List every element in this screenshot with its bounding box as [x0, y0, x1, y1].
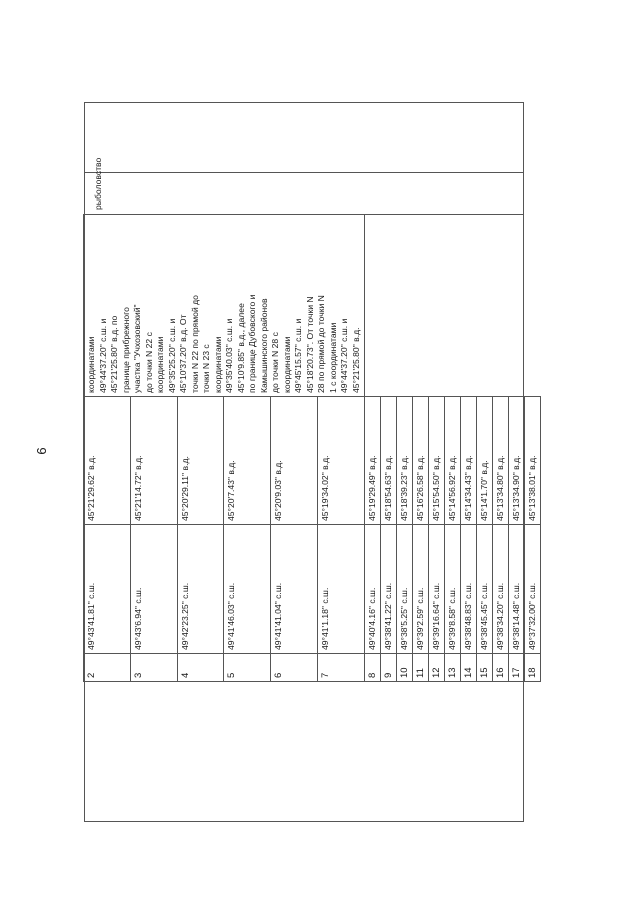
point-number: 18	[525, 654, 541, 682]
boundary-description-line: 49°35'40.03" с.ш. и	[224, 318, 234, 393]
latitude-cell: 49°43'6.94" с.ш.	[130, 525, 177, 654]
boundary-description-line: 28 по прямой до точки N	[316, 295, 326, 393]
longitude-cell: 45°14'34.43" в.д.	[461, 397, 477, 525]
boundary-description-line: 49°44'37.20" с.ш. и	[97, 318, 108, 393]
point-number: 2	[84, 654, 131, 682]
longitude-cell: 45°15'54.50" в.д.	[429, 397, 445, 525]
coordinates-table	[83, 214, 541, 682]
longitude-cell: 45°19'34.02" в.д.	[318, 397, 365, 525]
column-divider	[84, 172, 524, 173]
empty-description-cell	[365, 215, 541, 397]
activity-type: рыболовство	[93, 157, 103, 210]
latitude-cell: 49°38'5.25" с.ш.	[397, 525, 413, 654]
point-number: 15	[477, 654, 493, 682]
latitude-cell: 49°38'48.83" с.ш.	[461, 525, 477, 654]
latitude-cell: 49°42'23.25" с.ш.	[177, 525, 224, 654]
longitude-cell: 45°20'29.11" в.д.	[177, 397, 224, 525]
boundary-description-line: 49°44'37.20" с.ш. и	[339, 318, 349, 393]
table-row	[365, 215, 381, 682]
longitude-cell: 45°18'39.23" в.д.	[397, 397, 413, 525]
boundary-description-line: 45°21'25.80" в.д.	[350, 327, 361, 393]
boundary-description-line: Камышинского районов	[258, 298, 269, 393]
boundary-description-line: точки N 23 с	[201, 344, 211, 393]
boundary-description-line: до точки N 22 с	[143, 332, 154, 393]
boundary-description-line: 45°10'37.20" в.д. От	[178, 314, 188, 393]
longitude-cell: 45°13'34.90" в.д.	[509, 397, 525, 525]
latitude-cell: 49°41'1.18" с.ш.	[318, 525, 365, 654]
longitude-cell: 45°14'1.70" в.д.	[477, 397, 493, 525]
boundary-description-line: координатами	[155, 336, 165, 393]
point-number: 11	[413, 654, 429, 682]
point-number: 16	[493, 654, 509, 682]
latitude-cell: 49°39'2.59" с.ш.	[413, 525, 429, 654]
point-number: 12	[429, 654, 445, 682]
longitude-cell: 45°20'9.03" в.д.	[271, 397, 318, 525]
table-row	[84, 215, 131, 682]
latitude-cell: 49°43'41.81" с.ш.	[84, 525, 131, 654]
latitude-cell: 49°39'8.58" с.ш.	[445, 525, 461, 654]
longitude-cell: 45°14'56.92" в.д.	[445, 397, 461, 525]
longitude-cell: 45°13'34.80" в.д.	[493, 397, 509, 525]
boundary-description-line: 1 с координатами	[327, 322, 338, 393]
rotated-page-content	[84, 102, 538, 822]
point-number: 3	[130, 654, 177, 682]
point-number: 13	[445, 654, 461, 682]
boundary-description-line: 49°35'25.20" с.ш. и	[166, 318, 177, 393]
latitude-cell: 49°38'45.45" с.ш.	[477, 525, 493, 654]
point-number: 17	[509, 654, 525, 682]
latitude-cell: 49°38'34.20" с.ш.	[493, 525, 509, 654]
coordinates-table-body	[84, 215, 541, 682]
latitude-cell: 49°40'4.16" с.ш.	[365, 525, 381, 654]
boundary-description-line: координатами	[212, 336, 223, 393]
point-number: 4	[177, 654, 224, 682]
point-number: 14	[461, 654, 477, 682]
point-number: 10	[397, 654, 413, 682]
point-number: 7	[318, 654, 365, 682]
latitude-cell: 49°38'14.48" с.ш.	[509, 525, 525, 654]
boundary-description-line: по границе Дубовского и	[247, 294, 257, 393]
boundary-description-line: 45°21'25.80" в.д. по	[109, 315, 119, 393]
point-number: 6	[271, 654, 318, 682]
boundary-description-line: границе прибрежного	[120, 307, 131, 393]
longitude-cell: 45°21'29.62" в.д.	[84, 397, 131, 525]
boundary-description-line: точки N 22 по прямой до	[189, 295, 200, 393]
latitude-cell: 49°41'41.04" с.ш.	[271, 525, 318, 654]
boundary-description-line: 45°10'9.85" в.д., далее	[235, 303, 246, 393]
longitude-cell: 45°20'7.43" в.д.	[224, 397, 271, 525]
point-number: 9	[381, 654, 397, 682]
column-divider	[84, 214, 524, 215]
latitude-cell: 49°41'46.03" с.ш.	[224, 525, 271, 654]
boundary-description-line: 45°18'20.73". От точки N	[304, 296, 315, 393]
longitude-cell: 45°13'38.01" в.д.	[525, 397, 541, 525]
longitude-cell: 45°18'54.63" в.д.	[381, 397, 397, 525]
point-number: 8	[365, 654, 381, 682]
boundary-description-line: координатами	[86, 336, 96, 393]
boundary-description-cell	[84, 215, 365, 397]
latitude-cell: 49°38'41.22" с.ш.	[381, 525, 397, 654]
longitude-cell: 45°16'26.58" в.д.	[413, 397, 429, 525]
column-divider	[84, 102, 85, 216]
longitude-cell: 45°19'29.49" в.д.	[365, 397, 381, 525]
boundary-description-line: координатами	[281, 336, 292, 393]
latitude-cell: 49°39'16.64" с.ш.	[429, 525, 445, 654]
boundary-description-line: 49°45'15.57" с.ш. и	[293, 318, 303, 393]
page-number: 9	[34, 447, 49, 455]
longitude-cell: 45°21'14.72" в.д.	[130, 397, 177, 525]
boundary-description-line: участка "Учхозовский"	[132, 304, 142, 393]
point-number: 5	[224, 654, 271, 682]
boundary-description-line: до точки N 28 с	[270, 332, 280, 393]
latitude-cell: 49°37'32.00" с.ш.	[525, 525, 541, 654]
